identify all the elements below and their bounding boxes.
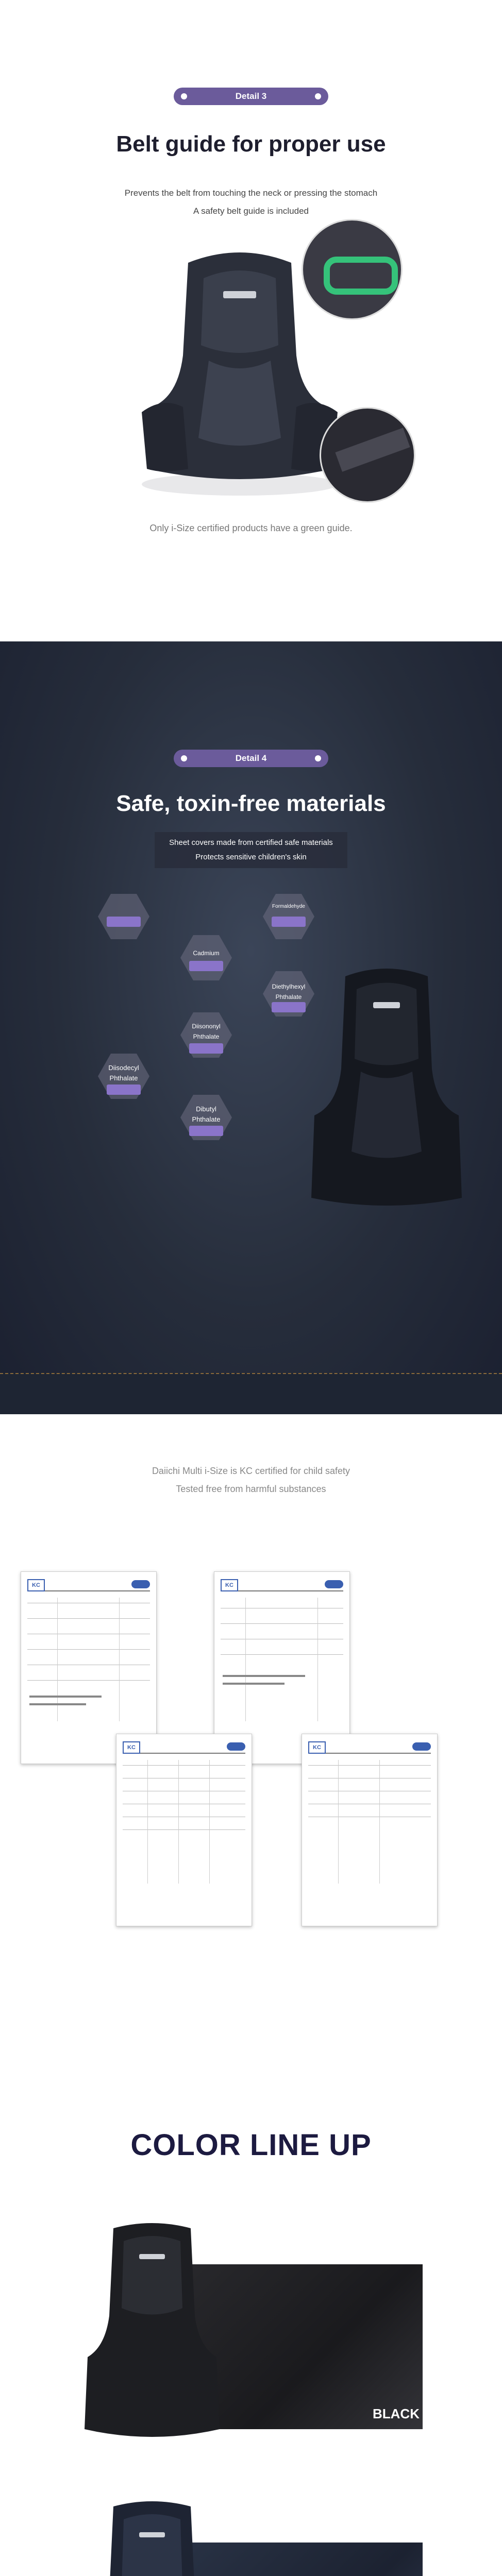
detail3-pill-label: Detail 3 bbox=[235, 91, 267, 101]
color-item-black bbox=[0, 2218, 502, 2445]
detail4-section bbox=[0, 641, 502, 1414]
color-name-black: BLACK bbox=[373, 2406, 420, 2421]
detail3-pill bbox=[174, 88, 328, 105]
detail3-line2: A safety belt guide is included bbox=[193, 206, 309, 216]
hex-diethylhexyl-label: Diethylhexyl Phthalate bbox=[272, 983, 306, 1001]
colors-title: COLOR LINE UP bbox=[130, 2128, 372, 2162]
hex-dibutyl-badge bbox=[189, 1126, 223, 1136]
hex-cadmium-label: Cadmium bbox=[193, 950, 220, 957]
detail4-text-box bbox=[155, 832, 347, 868]
hex-diisononyl-badge bbox=[189, 1043, 223, 1054]
detail4-line2: Protects sensitive children's skin bbox=[195, 853, 307, 861]
belt-guide-zoom-bottom bbox=[320, 407, 415, 503]
detail3-title: Belt guide for proper use bbox=[116, 131, 386, 157]
certification-section bbox=[0, 1414, 502, 1971]
detail3-note: Only i-Size certified products have a green guide. bbox=[149, 523, 353, 533]
detail4-pill bbox=[174, 750, 328, 767]
hex-cadmium-badge bbox=[189, 961, 223, 971]
cert-line1: Daiichi Multi i-Size is KC certified for child safety bbox=[152, 1466, 350, 1476]
car-seat-blue-black bbox=[77, 2496, 227, 2576]
detail3-section bbox=[0, 0, 502, 618]
cert-line2: Tested free from harmful substances bbox=[176, 1484, 326, 1494]
color-lineup-section bbox=[0, 1971, 502, 2576]
hex-formaldehyde-label: Formaldehyde bbox=[272, 904, 305, 909]
car-seat-image bbox=[299, 961, 474, 1218]
test-report-document: KC bbox=[214, 1571, 350, 1764]
belt-guide-zoom-top bbox=[302, 219, 403, 320]
test-report-document: KC bbox=[302, 1734, 438, 1926]
car-seat-black bbox=[77, 2218, 227, 2445]
detail4-line1: Sheet covers made from certified safe materials bbox=[169, 838, 333, 847]
detail3-line1: Prevents the belt from touching the neck or pressing the stomach bbox=[124, 188, 378, 198]
hex-dibutyl-label: Dibutyl Phthalate bbox=[192, 1105, 221, 1123]
hex-diisodecyl-badge bbox=[107, 1084, 141, 1095]
hex-diisononyl-label: Diisononyl Phthalate bbox=[192, 1023, 221, 1040]
hex-diisodecyl-label: Diisodecyl Phthalate bbox=[108, 1064, 139, 1082]
test-report-document: KC bbox=[116, 1734, 252, 1926]
denim-stitch-band bbox=[0, 1373, 502, 1415]
hex-flask-badge bbox=[107, 917, 141, 927]
test-report-document: KC bbox=[21, 1571, 157, 1764]
hex-formaldehyde-badge bbox=[272, 917, 306, 927]
color-item-blue-black bbox=[0, 2496, 502, 2576]
detail4-title: Safe, toxin-free materials bbox=[116, 791, 386, 816]
detail4-pill-label: Detail 4 bbox=[235, 753, 267, 763]
